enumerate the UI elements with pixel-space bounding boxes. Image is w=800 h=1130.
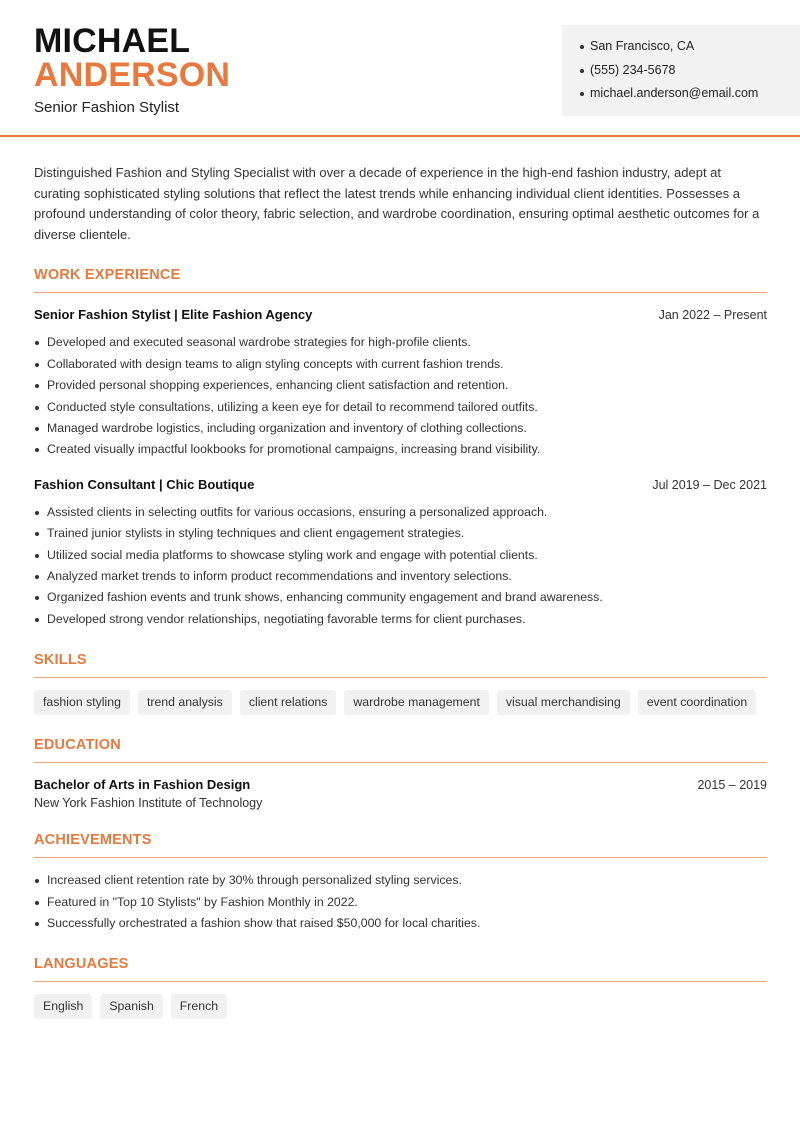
section-heading: WORK EXPERIENCE xyxy=(34,267,767,293)
section-heading: SKILLS xyxy=(34,652,767,678)
education-dates: 2015 – 2019 xyxy=(697,778,767,793)
contact-email: michael.anderson@email.com xyxy=(580,86,800,110)
job-header xyxy=(34,477,767,492)
achievement-list xyxy=(34,870,767,934)
candidate-name xyxy=(34,24,230,92)
last-name: ANDERSON xyxy=(34,56,231,94)
language-tag: French xyxy=(171,994,227,1019)
job-position: Senior Fashion Stylist | Elite Fashion Agency xyxy=(34,307,313,323)
work-experience-section xyxy=(34,267,767,630)
first-name: MICHAEL xyxy=(34,22,191,60)
skill-tag: client relations xyxy=(240,690,337,715)
skills-section xyxy=(34,652,767,715)
languages-section xyxy=(34,956,767,1019)
skill-tag: wardrobe management xyxy=(344,690,488,715)
list-item: Utilized social media platforms to showcase styling work and engage with potential clients. xyxy=(34,545,767,566)
list-item: Analyzed market trends to inform product recommendations and inventory selections. xyxy=(34,566,767,587)
list-item: Developed strong vendor relationships, negotiating favorable terms for client purchases. xyxy=(34,609,767,630)
contact-location: San Francisco, CA xyxy=(580,39,800,63)
job-bullets xyxy=(34,502,767,630)
language-tag: Spanish xyxy=(100,994,162,1019)
skill-tag: event coordination xyxy=(638,690,757,715)
job-bullets xyxy=(34,332,767,460)
job-title: Senior Fashion Stylist xyxy=(34,99,180,116)
skill-tag: trend analysis xyxy=(138,690,232,715)
skill-tag: visual merchandising xyxy=(497,690,630,715)
job-position: Fashion Consultant | Chic Boutique xyxy=(34,476,255,492)
job-header xyxy=(34,307,767,322)
list-item: Featured in "Top 10 Stylists" by Fashion Monthly in 2022. xyxy=(34,892,767,913)
resume-header xyxy=(0,0,800,137)
contact-phone: (555) 234-5678 xyxy=(580,63,800,87)
degree: Bachelor of Arts in Fashion Design xyxy=(34,777,251,793)
education-header xyxy=(34,777,767,792)
skill-tag: fashion styling xyxy=(34,690,130,715)
skill-tags xyxy=(34,690,767,715)
list-item: Provided personal shopping experiences, enhancing client satisfaction and retention. xyxy=(34,375,767,396)
list-item: Organized fashion events and trunk shows, enhancing community engagement and brand awareness. xyxy=(34,587,767,608)
section-heading: ACHIEVEMENTS xyxy=(34,832,767,858)
school-name: New York Fashion Institute of Technology xyxy=(34,796,263,811)
list-item: Created visually impactful lookbooks for promotional campaigns, increasing brand visibility. xyxy=(34,439,767,460)
list-item: Collaborated with design teams to align styling concepts with current fashion trends. xyxy=(34,354,767,375)
achievements-section xyxy=(34,832,767,934)
education-section xyxy=(34,737,767,810)
list-item: Increased client retention rate by 30% through personalized styling services. xyxy=(34,870,767,891)
list-item: Managed wardrobe logistics, including organization and inventory of clothing collections. xyxy=(34,418,767,439)
resume-body xyxy=(34,137,767,1019)
list-item: Trained junior stylists in styling techniques and client engagement strategies. xyxy=(34,523,767,544)
section-heading: LANGUAGES xyxy=(34,956,767,982)
job-dates: Jul 2019 – Dec 2021 xyxy=(652,477,767,492)
list-item: Assisted clients in selecting outfits for various occasions, ensuring a personalized approach. xyxy=(34,502,767,523)
list-item: Developed and executed seasonal wardrobe strategies for high-profile clients. xyxy=(34,332,767,353)
job-dates: Jan 2022 – Present xyxy=(658,308,767,323)
list-item: Conducted style consultations, utilizing a keen eye for detail to recommend tailored outfits. xyxy=(34,397,767,418)
list-item: Successfully orchestrated a fashion show that raised $50,000 for local charities. xyxy=(34,913,767,934)
contact-box xyxy=(562,25,800,116)
summary: Distinguished Fashion and Styling Specialist with over a decade of experience in the high-end fashion industry, adept at curating sophisticated styling solutions that reflect the latest trends while enhancing individual client identities. Possesses a profound understanding of color theory, fabric selection, and wardrobe coordination, ensuring optimal aesthetic outcomes for a diverse clientele. xyxy=(34,165,760,242)
language-tags xyxy=(34,994,767,1019)
language-tag: English xyxy=(34,994,92,1019)
section-heading: EDUCATION xyxy=(34,737,767,763)
